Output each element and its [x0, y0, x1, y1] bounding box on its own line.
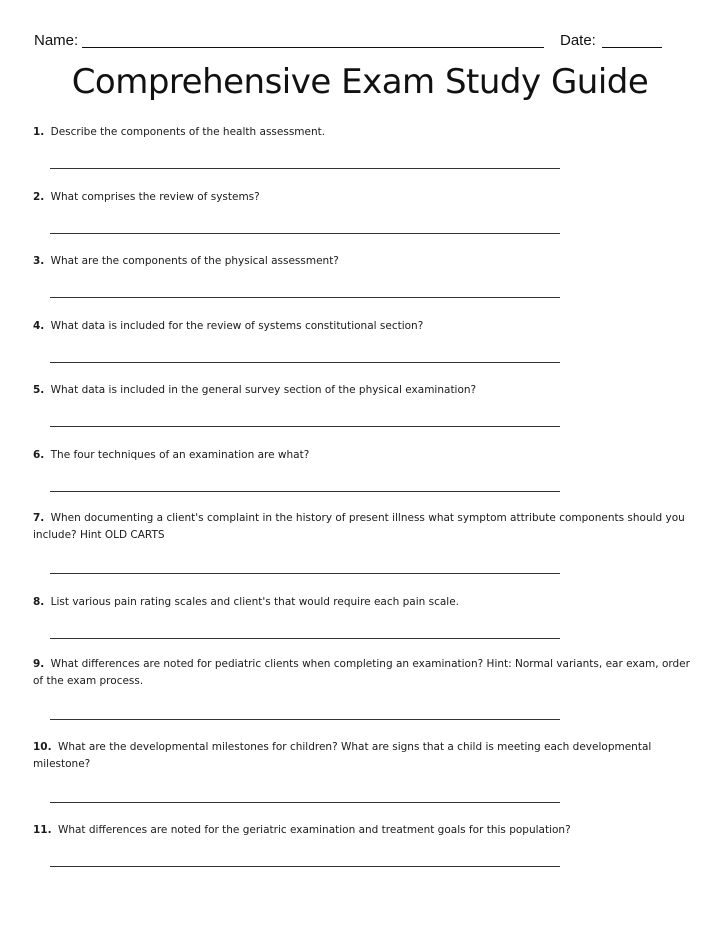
question-text: What comprises the review of systems?: [50, 191, 260, 203]
answer-line-7[interactable]: [50, 573, 560, 574]
answer-line-1[interactable]: [50, 168, 560, 169]
question-4: [33, 318, 693, 335]
question-10: [33, 739, 693, 773]
question-text: What are the components of the physical assessment?: [50, 255, 339, 267]
question-11: [33, 822, 693, 839]
question-number: 4.: [33, 320, 45, 332]
question-number: 2.: [33, 191, 45, 203]
question-number: 7.: [33, 512, 45, 524]
date-field-line[interactable]: [602, 47, 662, 48]
question-text: What differences are noted for pediatric clients when completing an examination? Hint: Normal variants, ear exam, order of the exam process.: [33, 658, 690, 687]
question-text: Describe the components of the health assessment.: [50, 126, 326, 138]
question-7: [33, 510, 693, 544]
question-text: When documenting a client's complaint in the history of present illness what symptom attribute components should you include? Hint OLD CARTS: [33, 512, 685, 541]
question-text: What are the developmental milestones for children? What are signs that a child is meeting each developmental milestone?: [33, 741, 652, 770]
answer-line-4[interactable]: [50, 362, 560, 363]
question-text: What differences are noted for the geriatric examination and treatment goals for this population?: [57, 824, 571, 836]
answer-line-2[interactable]: [50, 233, 560, 234]
answer-line-8[interactable]: [50, 638, 560, 639]
answer-line-11[interactable]: [50, 866, 560, 867]
question-3: [33, 253, 693, 270]
answer-line-3[interactable]: [50, 297, 560, 298]
answer-line-5[interactable]: [50, 426, 560, 427]
question-number: 1.: [33, 126, 45, 138]
question-number: 3.: [33, 255, 45, 267]
name-field-line[interactable]: [82, 47, 544, 48]
question-6: [33, 447, 693, 464]
question-number: 6.: [33, 449, 45, 461]
answer-line-10[interactable]: [50, 802, 560, 803]
question-text: List various pain rating scales and client's that would require each pain scale.: [50, 596, 460, 608]
question-text: The four techniques of an examination are what?: [50, 449, 310, 461]
question-number: 11.: [33, 824, 52, 836]
page-title: Comprehensive Exam Study Guide: [71, 62, 649, 102]
date-label: Date:: [560, 32, 596, 49]
header-row: [34, 30, 674, 52]
answer-line-6[interactable]: [50, 491, 560, 492]
question-8: [33, 594, 693, 611]
question-number: 10.: [33, 741, 52, 753]
name-label: Name:: [34, 32, 79, 49]
question-number: 9.: [33, 658, 45, 670]
question-number: 8.: [33, 596, 45, 608]
question-2: [33, 189, 693, 206]
question-1: [33, 124, 693, 141]
question-5: [33, 382, 693, 399]
question-text: What data is included for the review of systems constitutional section?: [50, 320, 424, 332]
question-text: What data is included in the general survey section of the physical examination?: [50, 384, 477, 396]
question-number: 5.: [33, 384, 45, 396]
question-9: [33, 656, 693, 690]
answer-line-9[interactable]: [50, 719, 560, 720]
